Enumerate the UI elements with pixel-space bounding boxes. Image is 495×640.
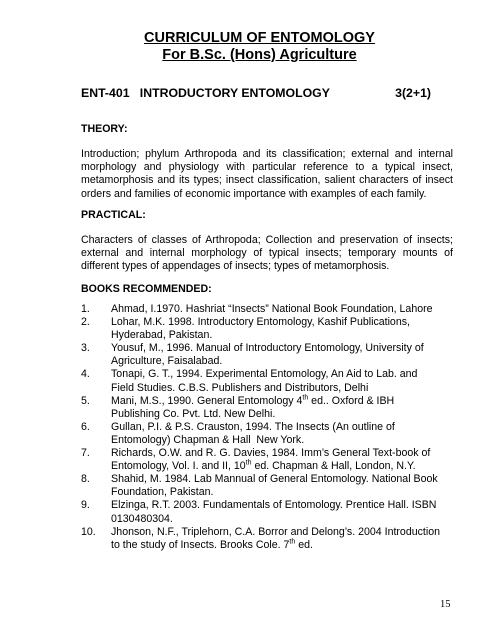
theory-heading: THEORY: (81, 123, 128, 135)
book-number: 6. (81, 420, 90, 433)
book-number: 3. (81, 342, 90, 355)
course-credits: 3(2+1) (395, 86, 431, 100)
book-number: 1. (81, 303, 90, 315)
book-line: Hyderabad, Pakistan. (111, 329, 213, 342)
book-line: Elzinga, R.T. 2003. Fundamentals of Entomology. Prentice Hall. ISBN (111, 499, 437, 512)
books-list (81, 303, 461, 552)
book-number: 4. (81, 368, 90, 381)
book-line: Entomology, Vol. I. and II, 10 (111, 460, 246, 473)
book-item (81, 395, 461, 421)
book-line: ed. Chapman & Hall, London, N.Y. (251, 460, 416, 473)
book-line: ed.. Oxford & IBH (308, 394, 395, 407)
book-item (81, 499, 461, 525)
book-line: 0130480304. (111, 512, 173, 525)
book-number: 8. (81, 473, 90, 486)
book-number: 10. (81, 525, 96, 538)
book-line: to the study of Insects. Brooks Cole. 7 (111, 538, 290, 551)
books-heading: BOOKS RECOMMENDED: (81, 283, 212, 295)
book-item (81, 342, 461, 368)
book-line: Ahmad, I.1970. Hashriat “Insects” National Book Foundation, Lahore (111, 303, 433, 315)
book-number: 2. (81, 316, 90, 329)
book-item (81, 316, 461, 342)
book-line: Tonapi, G. T., 1994. Experimental Entomology, An Aid to Lab. and (111, 368, 418, 381)
document-title: CURRICULUM OF ENTOMOLOGY (144, 30, 375, 46)
superscript: th (245, 459, 252, 467)
book-line: Agriculture, Faisalabad. (111, 355, 223, 368)
book-item (81, 447, 461, 473)
book-line: Lohar, M.K. 1998. Introductory Entomology, Kashif Publications, (111, 316, 410, 329)
book-item (81, 526, 461, 552)
document-subtitle: For B.Sc. (Hons) Agriculture (162, 47, 357, 63)
practical-text: Characters of classes of Arthropoda; Collection and preservation of insects; external and internal morphology of typical insects; temporary mounts of different types of appendages of insects; types of metamorphosis. (81, 234, 453, 273)
book-item (81, 421, 461, 447)
practical-heading: PRACTICAL: (81, 209, 146, 221)
book-number: 5. (81, 394, 90, 407)
theory-text: Introduction; phylum Arthropoda and its classification; external and internal morphology and physiology with particular reference to a typical insect, metamorphosis and its types; insect classification, salient characters of insect orders and families of economic importance with examples of each family. (81, 148, 453, 200)
book-number: 9. (81, 499, 90, 512)
book-line: Richards, O.W. and R. G. Davies, 1984. Imm’s General Text-book of (111, 447, 431, 460)
book-line: Mani, M.S., 1990. General Entomology 4 (111, 394, 303, 407)
book-line: Shahid, M. 1984. Lab Mannual of General Entomology. National Book (111, 473, 438, 486)
book-line: Foundation, Pakistan. (111, 486, 214, 499)
book-line: Jhonson, N.F., Triplehorn, C.A. Borror and Delong’s. 2004 Introduction (111, 525, 440, 538)
course-heading (81, 86, 431, 100)
book-line: ed. (295, 538, 313, 551)
superscript: th (302, 394, 309, 402)
book-line: Publishing Co. Pvt. Ltd. New Delhi. (111, 407, 276, 420)
book-line: Entomology) Chapman & Hall New York. (111, 433, 305, 446)
book-line: Yousuf, M., 1996. Manual of Introductory Entomology, University of (111, 342, 424, 355)
book-item (81, 473, 461, 499)
book-line: Field Studies. C.B.S. Publishers and Distributors, Delhi (111, 381, 369, 394)
book-line: Gullan, P.I. & P.S. Crauston, 1994. The Insects (An outline of (111, 420, 395, 433)
course-code-title: ENT-401 INTRODUCTORY ENTOMOLOGY (81, 86, 330, 100)
book-number: 7. (81, 447, 90, 460)
page-number: 15 (440, 599, 451, 610)
book-item (81, 303, 461, 316)
book-item (81, 368, 461, 394)
superscript: th (289, 538, 296, 546)
